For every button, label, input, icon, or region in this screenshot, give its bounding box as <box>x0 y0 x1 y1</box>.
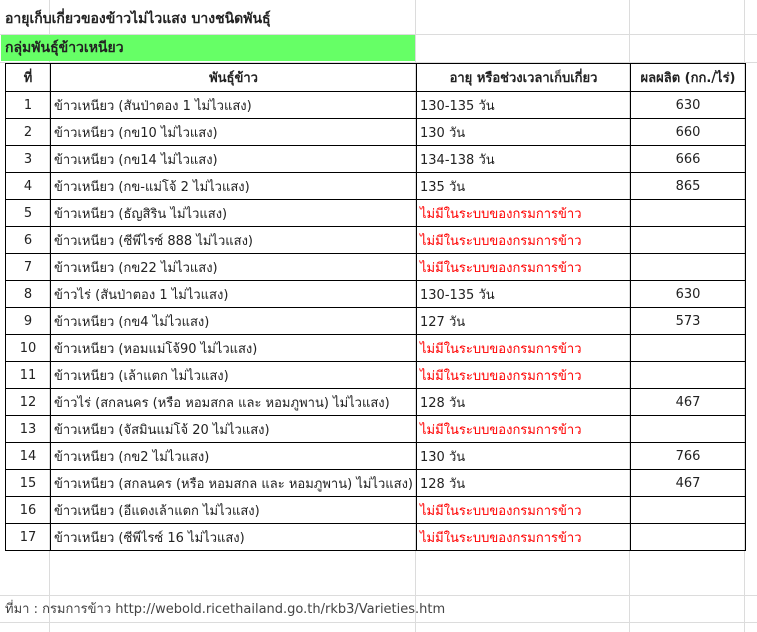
cell-age[interactable]: ไม่มีในระบบของกรมการข้าว <box>417 524 631 551</box>
variety-table <box>5 63 746 551</box>
cell-yield[interactable] <box>631 497 746 524</box>
cell-age[interactable]: 128 วัน <box>417 470 631 497</box>
cell-variety[interactable]: ข้าวเหนียว (อีแดงเล้าแตก ไม่ไวแสง) <box>51 497 417 524</box>
cell-yield[interactable] <box>631 416 746 443</box>
cell-yield[interactable]: 766 <box>631 443 746 470</box>
cell-no[interactable]: 5 <box>6 200 51 227</box>
table-row <box>6 119 746 146</box>
cell-yield[interactable]: 573 <box>631 308 746 335</box>
cell-yield[interactable] <box>631 524 746 551</box>
cell-no[interactable]: 12 <box>6 389 51 416</box>
cell-no[interactable]: 11 <box>6 362 51 389</box>
table-row <box>6 335 746 362</box>
group-header[interactable]: กลุ่มพันธุ์ข้าวเหนียว <box>1 35 415 61</box>
cell-variety[interactable]: ข้าวเหนียว (กข10 ไม่ไวแสง) <box>51 119 417 146</box>
cell-no[interactable]: 9 <box>6 308 51 335</box>
cell-variety[interactable]: ข้าวเหนียว (ธัญสิริน ไม่ไวแสง) <box>51 200 417 227</box>
cell-yield[interactable] <box>631 200 746 227</box>
cell-age[interactable]: 130-135 วัน <box>417 92 631 119</box>
cell-age[interactable]: ไม่มีในระบบของกรมการข้าว <box>417 416 631 443</box>
cell-yield[interactable] <box>631 227 746 254</box>
cell-no[interactable]: 8 <box>6 281 51 308</box>
cell-no[interactable]: 17 <box>6 524 51 551</box>
cell-age[interactable]: ไม่มีในระบบของกรมการข้าว <box>417 362 631 389</box>
cell-yield[interactable]: 467 <box>631 470 746 497</box>
table-row <box>6 524 746 551</box>
table-row <box>6 92 746 119</box>
col-header-yield[interactable]: ผลผลิต (กก./ไร่) <box>631 64 746 92</box>
source-note[interactable]: ที่มา : กรมการข้าว http://webold.ricethailand.go.th/rkb3/Varieties.htm <box>5 602 446 617</box>
cell-variety[interactable]: ข้าวเหนียว (สันป่าตอง 1 ไม่ไวแสง) <box>51 92 417 119</box>
table-row <box>6 146 746 173</box>
table-row <box>6 308 746 335</box>
cell-variety[interactable]: ข้าวเหนียว (กข4 ไม่ไวแสง) <box>51 308 417 335</box>
cell-age[interactable]: ไม่มีในระบบของกรมการข้าว <box>417 335 631 362</box>
cell-variety[interactable]: ข้าวไร่ (สันป่าตอง 1 ไม่ไวแสง) <box>51 281 417 308</box>
cell-no[interactable]: 15 <box>6 470 51 497</box>
header-row <box>6 64 746 92</box>
cell-age[interactable]: ไม่มีในระบบของกรมการข้าว <box>417 200 631 227</box>
table-row <box>6 200 746 227</box>
table-row <box>6 497 746 524</box>
cell-age[interactable]: ไม่มีในระบบของกรมการข้าว <box>417 227 631 254</box>
cell-no[interactable]: 10 <box>6 335 51 362</box>
cell-variety[interactable]: ข้าวเหนียว (กข2 ไม่ไวแสง) <box>51 443 417 470</box>
cell-variety[interactable]: ข้าวเหนียว (จัสมินแม่โจ้ 20 ไม่ไวแสง) <box>51 416 417 443</box>
table-row <box>6 173 746 200</box>
table-row <box>6 254 746 281</box>
cell-variety[interactable]: ข้าวเหนียว (ซีพีไรซ์ 888 ไม่ไวแสง) <box>51 227 417 254</box>
cell-yield[interactable]: 660 <box>631 119 746 146</box>
cell-yield[interactable] <box>631 254 746 281</box>
cell-age[interactable]: 130 วัน <box>417 443 631 470</box>
sheet-title[interactable]: อายุเก็บเกี่ยวของข้าวไม่ไวแสง บางชนิดพันธุ์ <box>5 11 271 27</box>
table-row <box>6 470 746 497</box>
cell-age[interactable]: ไม่มีในระบบของกรมการข้าว <box>417 254 631 281</box>
cell-age[interactable]: 127 วัน <box>417 308 631 335</box>
cell-variety[interactable]: ข้าวเหนียว (กข-แม่โจ้ 2 ไม่ไวแสง) <box>51 173 417 200</box>
cell-age[interactable]: 128 วัน <box>417 389 631 416</box>
gridline-row <box>0 595 757 596</box>
col-header-age[interactable]: อายุ หรือช่วงเวลาเก็บเกี่ยว <box>417 64 631 92</box>
cell-variety[interactable]: ข้าวเหนียว (เล้าแตก ไม่ไวแสง) <box>51 362 417 389</box>
cell-age[interactable]: 134-138 วัน <box>417 146 631 173</box>
cell-no[interactable]: 7 <box>6 254 51 281</box>
table-row <box>6 443 746 470</box>
cell-yield[interactable]: 666 <box>631 146 746 173</box>
cell-no[interactable]: 6 <box>6 227 51 254</box>
cell-yield[interactable]: 630 <box>631 92 746 119</box>
cell-variety[interactable]: ข้าวเหนียว (ซีพีไรซ์ 16 ไม่ไวแสง) <box>51 524 417 551</box>
cell-no[interactable]: 13 <box>6 416 51 443</box>
cell-no[interactable]: 16 <box>6 497 51 524</box>
cell-age[interactable]: 130-135 วัน <box>417 281 631 308</box>
cell-age[interactable]: 135 วัน <box>417 173 631 200</box>
cell-yield[interactable]: 467 <box>631 389 746 416</box>
cell-no[interactable]: 14 <box>6 443 51 470</box>
cell-no[interactable]: 4 <box>6 173 51 200</box>
col-header-variety[interactable]: พันธุ์ข้าว <box>51 64 417 92</box>
cell-variety[interactable]: ข้าวเหนียว (สกลนคร (หรือ หอมสกล และ หอมภูพาน) ไม่ไวแสง) <box>51 470 417 497</box>
cell-variety[interactable]: ข้าวเหนียว (กข14 ไม่ไวแสง) <box>51 146 417 173</box>
table-row <box>6 281 746 308</box>
col-header-no[interactable]: ที่ <box>6 64 51 92</box>
cell-variety[interactable]: ข้าวเหนียว (กข22 ไม่ไวแสง) <box>51 254 417 281</box>
cell-no[interactable]: 3 <box>6 146 51 173</box>
cell-no[interactable]: 2 <box>6 119 51 146</box>
cell-no[interactable]: 1 <box>6 92 51 119</box>
cell-yield[interactable] <box>631 335 746 362</box>
table-row <box>6 416 746 443</box>
table-row <box>6 389 746 416</box>
cell-age[interactable]: 130 วัน <box>417 119 631 146</box>
cell-variety[interactable]: ข้าวไร่ (สกลนคร (หรือ หอมสกล และ หอมภูพาน) ไม่ไวแสง) <box>51 389 417 416</box>
cell-yield[interactable]: 865 <box>631 173 746 200</box>
table-row <box>6 362 746 389</box>
cell-variety[interactable]: ข้าวเหนียว (หอมแม่โจ้90 ไม่ไวแสง) <box>51 335 417 362</box>
cell-yield[interactable]: 630 <box>631 281 746 308</box>
gridline-row <box>0 622 757 623</box>
cell-age[interactable]: ไม่มีในระบบของกรมการข้าว <box>417 497 631 524</box>
table-row <box>6 227 746 254</box>
cell-yield[interactable] <box>631 362 746 389</box>
